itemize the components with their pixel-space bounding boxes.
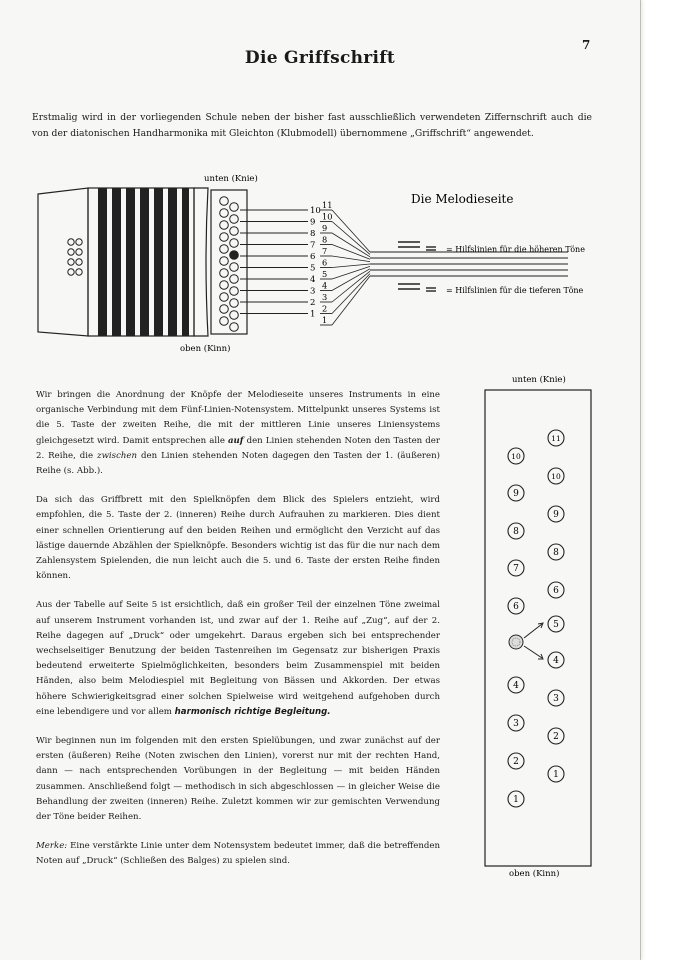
outer-row-number: 9 [322, 223, 328, 233]
accordion-bass-end [38, 188, 88, 336]
outer-row-number: 10 [322, 211, 333, 222]
svg-text:3: 3 [553, 694, 559, 705]
svg-text:2: 2 [553, 732, 559, 743]
outer-row-number: 6 [322, 257, 328, 268]
keyboard-button [230, 323, 239, 332]
svg-text:10: 10 [551, 472, 561, 482]
outer-button-4 [508, 677, 524, 693]
page-title: Die Griffschrift [244, 48, 396, 68]
keyboard-button [230, 287, 239, 296]
melody-side-heading: Die Melodieseite [411, 192, 514, 206]
fig1-bottom-label: oben (Kinn) [180, 344, 231, 354]
svg-text:4: 4 [513, 681, 519, 692]
paragraph-1: Wir bringen die Anordnung der Knöpfe der Melodieseite unseres Instruments in eine organische Verbindung mit dem Fünf-Linien-Notensystem. Mittelpunkt unseres Systems ist die 5. Taste der zweiten Reihe, die mit der mittleren Linie unseres Liniensystems gleichgesetzt wird. Damit entsprechen alle auf den Linien stehenden Noten den Tasten der 2. Reihe, die zwischen den Linien stehenden Noten dagegen den Tasten der 1. (äußeren) Reihe (s. Abb.). [36, 390, 440, 477]
keyboard-button [220, 221, 229, 230]
fig2-top-label: unten (Knie) [512, 375, 566, 385]
button-layout-diagram [474, 372, 604, 882]
keyboard-button [230, 311, 239, 320]
inner-row-number: 6 [310, 252, 316, 262]
inner-row-number: 1 [310, 309, 316, 320]
paragraph-4: Wir beginnen nun im folgenden mit den ersten Spielübungen, und zwar zunächst auf der ersten (äußeren) Reihe (Noten zwischen den Linien), vorerst nur mit der rechten Hand, dann — nach entsprechenden Vorübungen in der Begleitung — mit beiden Händen zusammen. Anschließend folgt — methodisch in sich abgeschlossen — in gleicher Weise die Behandlung der zweiten (inneren) Reihe. Zuletzt kommen wir zur gemischten Verwendung der Töne beider Reihen. [36, 736, 440, 823]
body-text [36, 388, 440, 884]
svg-text:10: 10 [511, 452, 521, 462]
keyboard-button [220, 293, 229, 302]
intro-text: Erstmalig wird in der vorliegenden Schule neben der bisher fast ausschließlich verwendeten Ziffernschrift auch die von der diatonischen Handharmonika mit Gleichton (Klubmodell) übernommene „Griffschrift“ angewendet. [32, 112, 592, 139]
svg-text:11: 11 [551, 434, 561, 444]
outer-button-10 [508, 448, 524, 464]
inner-button-4 [548, 652, 564, 668]
svg-text:2: 2 [513, 757, 519, 768]
ledger-lines-lower [398, 284, 436, 291]
paragraph-3: Aus der Tabelle auf Seite 5 ist ersichtlich, daß ein großer Teil der einzelnen Töne zweimal auf unserem Instrument vorhanden ist, und zwar auf der 1. Reihe auf „Zug“, auf der 2. Reihe dagegen auf „Druck“ oder umgekehrt. Daraus ergeben sich bei entsprechender wechselseitiger Benutzung der beiden Tastenreihen im Gegensatz zur bisherigen Praxis bedeutend erweiterte Spielmöglichkeiten, besonders beim Zusammenspiel mit beiden Händen, also beim Melodiespiel mit Begleitung von Bässen und Akkorden. Der etwas höhere Schwierigkeitsgrad einer solchen Spielweise wird weitgehend aufgehoben durch eine lebendigere und vor allem harmonisch richtige Begleitung. [36, 600, 440, 717]
fig2-bottom-label: oben (Kinn) [509, 869, 560, 879]
keyboard-button-marked [230, 251, 239, 260]
inner-row-number: 5 [310, 263, 316, 274]
outer-button-8 [508, 523, 524, 539]
keyboard-button [220, 257, 229, 266]
inner-row-number: 4 [310, 275, 316, 285]
fan-line [332, 222, 370, 255]
outer-row-number: 7 [322, 246, 328, 256]
arrow-to-6 [524, 624, 542, 638]
inner-row-number: 7 [310, 240, 316, 251]
outer-button-9 [508, 485, 524, 501]
keyboard-button [220, 269, 229, 278]
outer-row-number: 2 [322, 303, 328, 314]
svg-text:1: 1 [513, 795, 519, 806]
accordion-melody-end [194, 188, 208, 336]
button-layout-frame [485, 390, 591, 866]
roughened-marker-button [509, 635, 523, 649]
note-paragraph: Merke: Eine verstärkte Linie unter dem Notensystem bedeutet immer, daß die betreffenden Noten auf „Druck“ (Schließen des Balges) zu spielen sind. [36, 841, 440, 867]
inner-row-numbers [310, 206, 321, 320]
outer-row-number: 11 [322, 200, 333, 210]
arrow-to-5 [524, 646, 542, 658]
note-staff [370, 252, 568, 276]
fan-line [332, 266, 370, 279]
fan-line [332, 271, 370, 302]
inner-button-3 [548, 690, 564, 706]
svg-text:6: 6 [553, 586, 559, 597]
inner-row-number: 8 [310, 229, 316, 239]
button-guide-lines [240, 210, 370, 325]
outer-button-6 [508, 598, 524, 614]
inner-row-buttons [548, 430, 564, 782]
accordion-bellows [88, 188, 194, 336]
keyboard-button [220, 209, 229, 218]
svg-text:8: 8 [513, 527, 519, 538]
svg-text:9: 9 [513, 489, 519, 500]
inner-button-2 [548, 728, 564, 744]
intro-paragraph [32, 110, 592, 142]
outer-button-7 [508, 560, 524, 576]
inner-button-8 [548, 544, 564, 560]
outer-button-3 [508, 715, 524, 731]
keyboard-button [220, 233, 229, 242]
ledger-lines-upper [398, 242, 436, 250]
svg-text:3: 3 [513, 719, 519, 730]
keyboard-button [230, 275, 239, 284]
inner-button-5 [548, 616, 564, 632]
keyboard-button [220, 305, 229, 314]
legend-lower-ledger: = Hilfslinien für die tieferen Töne [446, 286, 584, 295]
outer-row-number: 3 [322, 292, 328, 302]
outer-row-numbers [322, 200, 332, 325]
legend-upper-ledger: = Hilfslinien für die höheren Töne [446, 245, 585, 254]
page-number: 7 [582, 38, 591, 52]
keyboard-button [230, 239, 239, 248]
outer-row-number: 5 [322, 269, 328, 279]
inner-row-number: 2 [310, 298, 316, 308]
keyboard-button [220, 197, 229, 206]
melody-buttons [220, 197, 239, 332]
outer-row-number: 8 [322, 234, 328, 245]
fig1-top-label: unten (Knie) [204, 174, 258, 184]
svg-text:7: 7 [513, 564, 519, 575]
inner-row-number: 10 [310, 206, 321, 216]
fan-line [332, 233, 370, 257]
inner-row-number: 3 [310, 286, 316, 297]
fan-line [332, 210, 370, 252]
bass-buttons [68, 239, 82, 275]
svg-text:4: 4 [553, 656, 559, 667]
svg-text:9: 9 [553, 510, 559, 521]
inner-button-9 [548, 506, 564, 522]
keyboard-button [230, 215, 239, 224]
fan-line [332, 264, 370, 268]
svg-text:5: 5 [553, 620, 559, 631]
keyboard-button [220, 281, 229, 290]
inner-button-11 [548, 430, 564, 446]
melody-keyboard [211, 190, 247, 334]
outer-row-number: 1 [322, 315, 328, 325]
inner-button-10 [548, 468, 564, 484]
paragraph-2: Da sich das Griffbrett mit den Spielknöpfen dem Blick des Spielers entzieht, wird empfohlen, die 5. Taste der 2. (inneren) Reihe durch Aufrauhen zu markieren. Dies dient einer schnellen Orientierung auf den beiden Reihen und ermöglicht den Verzicht auf das lästige dauernde Abzählen der Spielknöpfe. Besonders wichtig ist das für die nur nach dem Zahlensystem Spielenden, die nun leicht auch die 5. und 6. Taste der ersten Reihe finden können. [36, 495, 440, 582]
keyboard-button [220, 317, 229, 326]
keyboard-button [230, 263, 239, 272]
outer-button-1 [508, 791, 524, 807]
inner-row-number: 9 [310, 217, 316, 228]
accordion-diagram [28, 170, 598, 360]
inner-button-6 [548, 582, 564, 598]
keyboard-button [220, 245, 229, 254]
keyboard-button [230, 203, 239, 212]
keyboard-button [230, 227, 239, 236]
svg-text:8: 8 [553, 548, 559, 559]
svg-text:1: 1 [553, 770, 559, 781]
svg-text:6: 6 [513, 602, 519, 613]
outer-button-2 [508, 753, 524, 769]
inner-button-1 [548, 766, 564, 782]
keyboard-button [230, 299, 239, 308]
outer-row-number: 4 [322, 280, 328, 291]
outer-row-buttons [508, 448, 524, 807]
fan-line [332, 276, 370, 325]
